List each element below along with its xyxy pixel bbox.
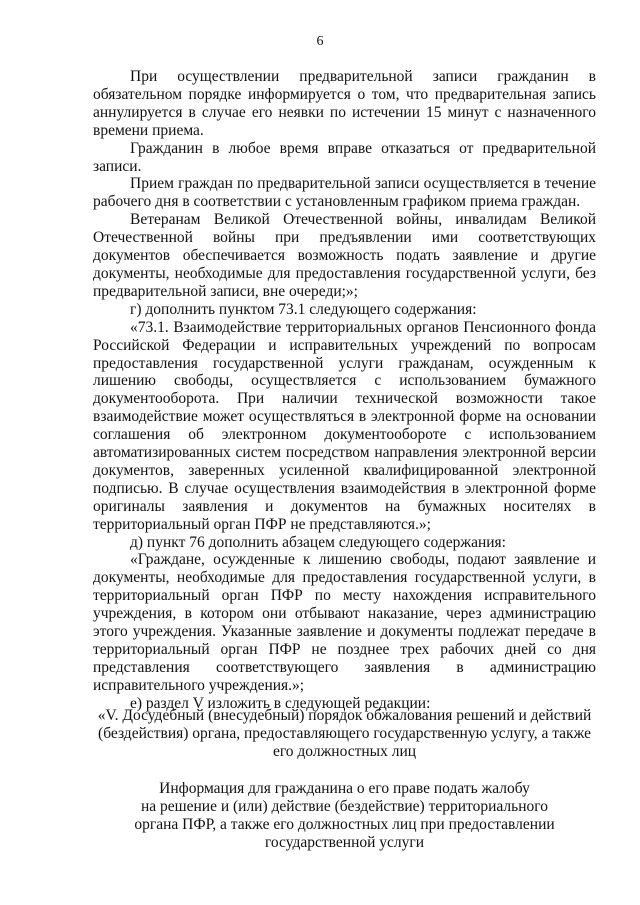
subheading-line: государственной услуги <box>264 833 425 851</box>
paragraph: «73.1. Взаимодействие территориальных органов Пенсионного фонда Российской Федерации и исправительных учреждений по вопросам предоставления государственной услуги гражданам, осужденным к лишению свободы, осуществляется с использованием бумажного документооборота. При наличии технической возможности такое взаимодействие может осуществляться в электронной форме на основании соглашения об электронном документообороте с использованием автоматизированных систем посредством направления электронной версии документов, заверенных усиленной квалифицированной электронной подписью. В случае осуществления взаимодействия в электронной форме оригиналы заявления и документов на бумажных носителях в территориальный орган ПФР не представляются.»; <box>93 318 596 533</box>
body-text <box>93 68 596 713</box>
paragraph: е) раздел V изложить в следующей редакции: <box>130 694 431 712</box>
paragraph: Прием граждан по предварительной записи осуществляется в течение рабочего дня в соответствии с установленным графиком приема граждан. <box>93 175 596 211</box>
subheading-line: органа ПФР, а также его должностных лиц при предоставлении <box>134 815 555 833</box>
subheading-line: Информация для гражданина о его праве подать жалобу <box>159 780 530 797</box>
subheading <box>93 780 596 852</box>
subheading-line: на решение и (или) действие (бездействие) территориального <box>140 797 548 815</box>
section-heading-line: (бездействия) органа, предоставляющего государственную услугу, а также <box>98 724 591 742</box>
section-heading <box>93 707 596 761</box>
paragraph: «Граждане, осужденные к лишению свободы, подают заявление и документы, необходимые для предоставления государственной услуги, в территориальный орган ПФР по месту нахождения исправительного учреждения, в котором они отбывают наказание, через администрацию этого учреждения. Указанные заявление и документы подлежат передаче в территориальный орган ПФР не позднее трех рабочих дней со дня представления соответствующего заявления в администрацию исправительного учреждения.»; <box>93 551 596 694</box>
section-heading-line: его должностных лиц <box>272 742 417 760</box>
section-heading-line: «V. Досудебный (внесудебный) порядок обжалования решений и действий <box>97 707 592 724</box>
paragraph: Ветеранам Великой Отечественной войны, инвалидам Великой Отечественной войны при предъявлении ими соответствующих документов обеспечивается возможность подать заявление и другие документы, необходимые для предоставления государственной услуги, без предварительной записи, вне очереди;»; <box>93 211 596 300</box>
paragraph: г) дополнить пунктом 73.1 следующего содержания: <box>130 300 477 318</box>
page-number: 6 <box>316 34 324 49</box>
paragraph: Гражданин в любое время вправе отказаться от предварительной записи. <box>93 139 596 175</box>
paragraph: д) пункт 76 дополнить абзацем следующего содержания: <box>130 533 506 551</box>
paragraph: При осуществлении предварительной записи гражданин в обязательном порядке информируется о том, что предварительная запись аннулируется в случае его неявки по истечении 15 минут с назначенного времени приема. <box>93 68 596 139</box>
